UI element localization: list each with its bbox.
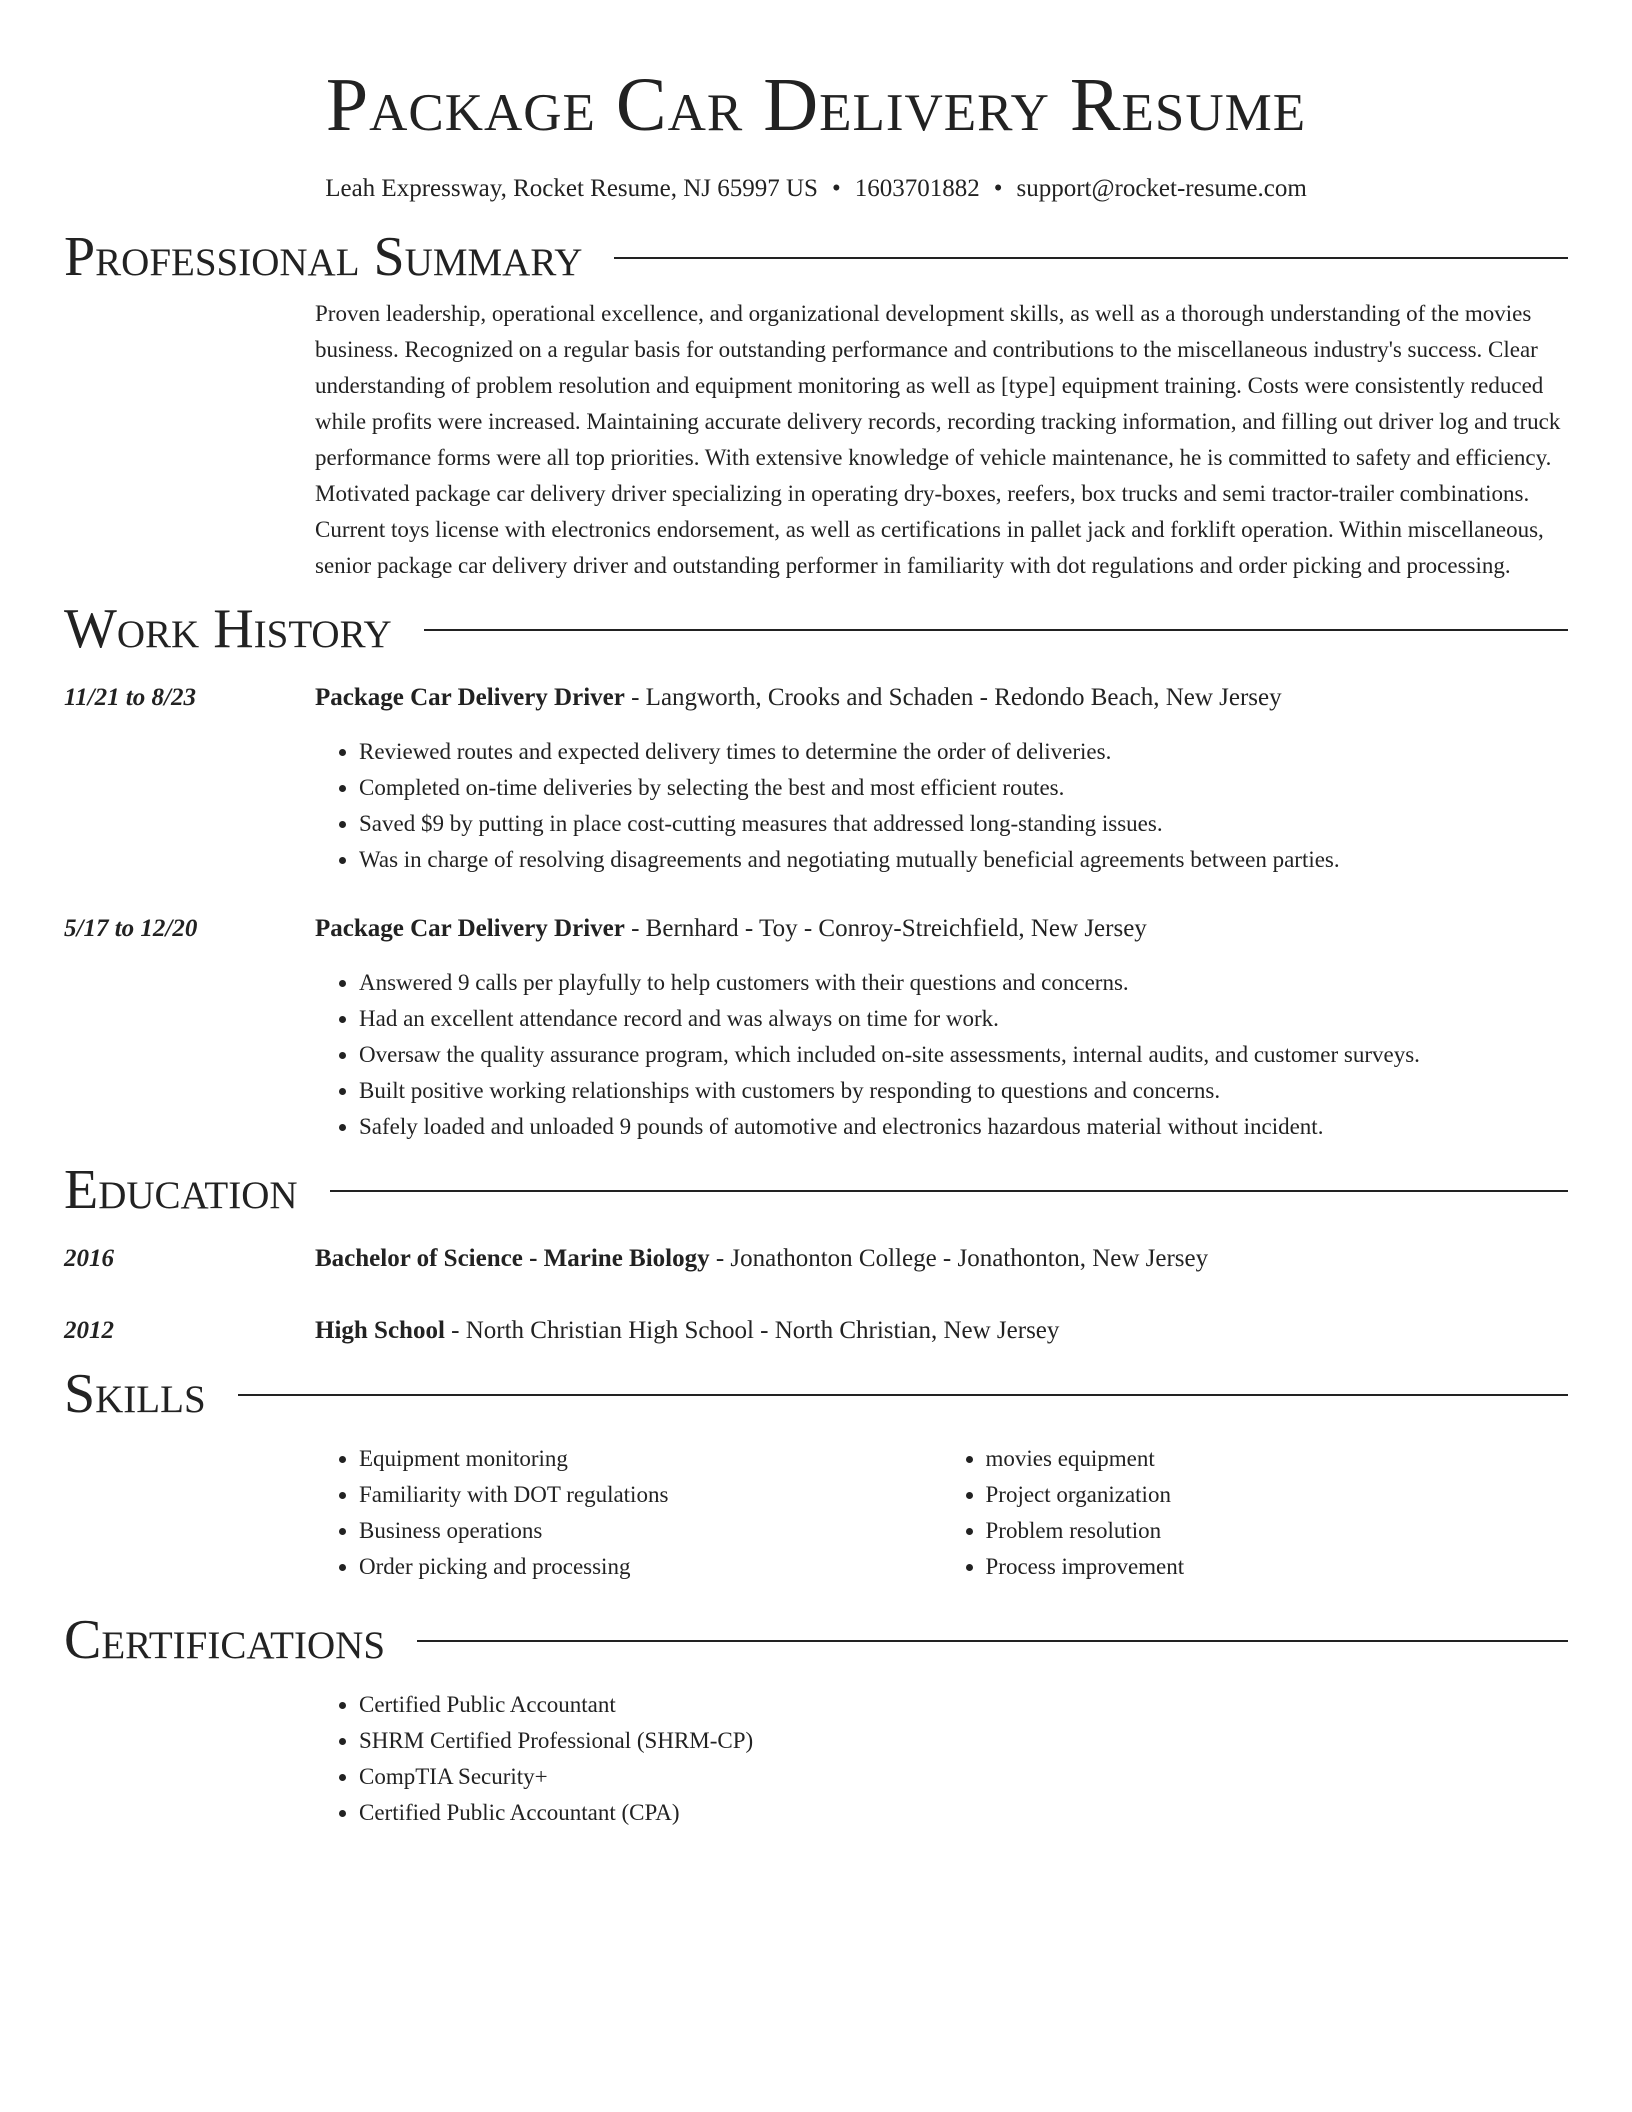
job-details: - Langworth, Crooks and Schaden - Redondo Beach, New Jersey: [624, 684, 1282, 711]
list-item: • Business operations: [359, 1513, 942, 1549]
job-heading: [315, 680, 1282, 716]
list-item: • Certified Public Accountant (CPA): [359, 1795, 1568, 1831]
section-divider: [424, 629, 1568, 631]
contact-address: Leah Expressway, Rocket Resume, NJ 65997 US: [325, 175, 818, 202]
skills-column-left: [315, 1441, 942, 1585]
skills-column-right: [942, 1441, 1569, 1585]
education-degree: Bachelor of Science - Marine Biology: [315, 1245, 710, 1272]
education-details: - Jonathonton College - Jonathonton, New Jersey: [709, 1245, 1209, 1272]
education-heading-line: [315, 1241, 1208, 1277]
section-divider: [238, 1394, 1568, 1396]
job-bullets: [315, 734, 1568, 878]
contact-line: [64, 172, 1568, 206]
job-header: [64, 911, 1568, 947]
list-item: • Reviewed routes and expected delivery times to determine the order of deliveries.: [359, 734, 1568, 770]
education-degree: High School: [315, 1317, 445, 1344]
education-heading-line: [315, 1313, 1059, 1349]
job-dates: 11/21 to 8/23: [64, 684, 196, 711]
certifications-section-header: [64, 1607, 1568, 1673]
skills-section-header: [64, 1361, 1568, 1427]
certifications-heading: Certifications: [64, 1609, 386, 1671]
job-entry: [64, 911, 1568, 1145]
job-heading: [315, 911, 1147, 947]
skills-heading: Skills: [64, 1363, 206, 1425]
contact-phone: 1603701882: [854, 175, 980, 202]
job-entry: [64, 680, 1568, 878]
contact-separator: •: [831, 175, 841, 202]
education-section-header: [64, 1157, 1568, 1223]
job-bullets: [315, 965, 1568, 1145]
summary-section-header: [64, 224, 1568, 290]
contact-separator: •: [993, 175, 1003, 202]
education-heading: Education: [64, 1159, 298, 1221]
list-item: • movies equipment: [986, 1441, 1569, 1477]
summary-heading: Professional Summary: [64, 226, 583, 288]
list-item: • Process improvement: [986, 1549, 1569, 1585]
education-entry: [64, 1241, 1568, 1277]
list-item: • Completed on-time deliveries by selecting the best and most efficient routes.: [359, 770, 1568, 806]
work-history-section-header: [64, 596, 1568, 662]
list-item: • Order picking and processing: [359, 1549, 942, 1585]
list-item: • Answered 9 calls per playfully to help customers with their questions and concerns.: [359, 965, 1568, 1001]
contact-email: support@rocket-resume.com: [1016, 175, 1307, 202]
list-item: • Familiarity with DOT regulations: [359, 1477, 942, 1513]
education-entry: [64, 1313, 1568, 1349]
resume-page: [64, 0, 1568, 1831]
job-dates: 5/17 to 12/20: [64, 915, 198, 942]
section-divider: [614, 257, 1568, 259]
list-item: • Was in charge of resolving disagreements and negotiating mutually beneficial agreements between parties.: [359, 842, 1568, 878]
job-header: [64, 680, 1568, 716]
list-item: • Project organization: [986, 1477, 1569, 1513]
list-item: • Built positive working relationships with customers by responding to questions and concerns.: [359, 1073, 1568, 1109]
list-item: • Problem resolution: [986, 1513, 1569, 1549]
list-item: • Saved $9 by putting in place cost-cutting measures that addressed long-standing issues.: [359, 806, 1568, 842]
section-divider: [417, 1640, 1568, 1642]
job-details: - Bernhard - Toy - Conroy-Streichfield, New Jersey: [624, 915, 1147, 942]
list-item: • Had an excellent attendance record and was always on time for work.: [359, 1001, 1568, 1037]
education-details: - North Christian High School - North Christian, New Jersey: [444, 1317, 1060, 1344]
summary-body: [315, 296, 1568, 584]
list-item: • Equipment monitoring: [359, 1441, 942, 1477]
job-title: Package Car Delivery Driver: [315, 684, 625, 711]
work-history-heading: Work History: [64, 598, 392, 660]
list-item: • Certified Public Accountant: [359, 1687, 1568, 1723]
list-item: • SHRM Certified Professional (SHRM-CP): [359, 1723, 1568, 1759]
education-year: 2016: [64, 1245, 114, 1272]
list-item: • CompTIA Security+: [359, 1759, 1568, 1795]
summary-text: Proven leadership, operational excellence, and organizational development skills, as well as a thorough understanding of the movies business. Recognized on a regular basis for outstanding performance and contributions to the miscellaneous industry's success. Clear understanding of problem resolution and equipment monitoring as well as [type] equipment training. Costs were consistently reduced while profits were increased. Maintaining accurate delivery records, recording tracking information, and filling out driver log and truck performance forms were all top priorities. With extensive knowledge of vehicle maintenance, he is committed to safety and efficiency. Motivated package car delivery driver specializing in operating dry-boxes, reefers, box trucks and semi tractor-trailer combinations. Current toys license with electronics endorsement, as well as certifications in pallet jack and forklift operation. Within miscellaneous, senior package car delivery driver and outstanding performer in familiarity with dot regulations and order picking and processing.: [315, 301, 1561, 578]
section-divider: [330, 1190, 1568, 1192]
job-title: Package Car Delivery Driver: [315, 915, 625, 942]
education-year: 2012: [64, 1317, 114, 1344]
list-item: • Oversaw the quality assurance program, which included on-site assessments, internal audits, and customer surveys.: [359, 1037, 1568, 1073]
certifications-list: [315, 1687, 1568, 1831]
skills-list: [315, 1441, 1568, 1585]
resume-title: Package Car Delivery Resume: [325, 63, 1307, 147]
list-item: • Safely loaded and unloaded 9 pounds of automotive and electronics hazardous material without incident.: [359, 1109, 1568, 1145]
